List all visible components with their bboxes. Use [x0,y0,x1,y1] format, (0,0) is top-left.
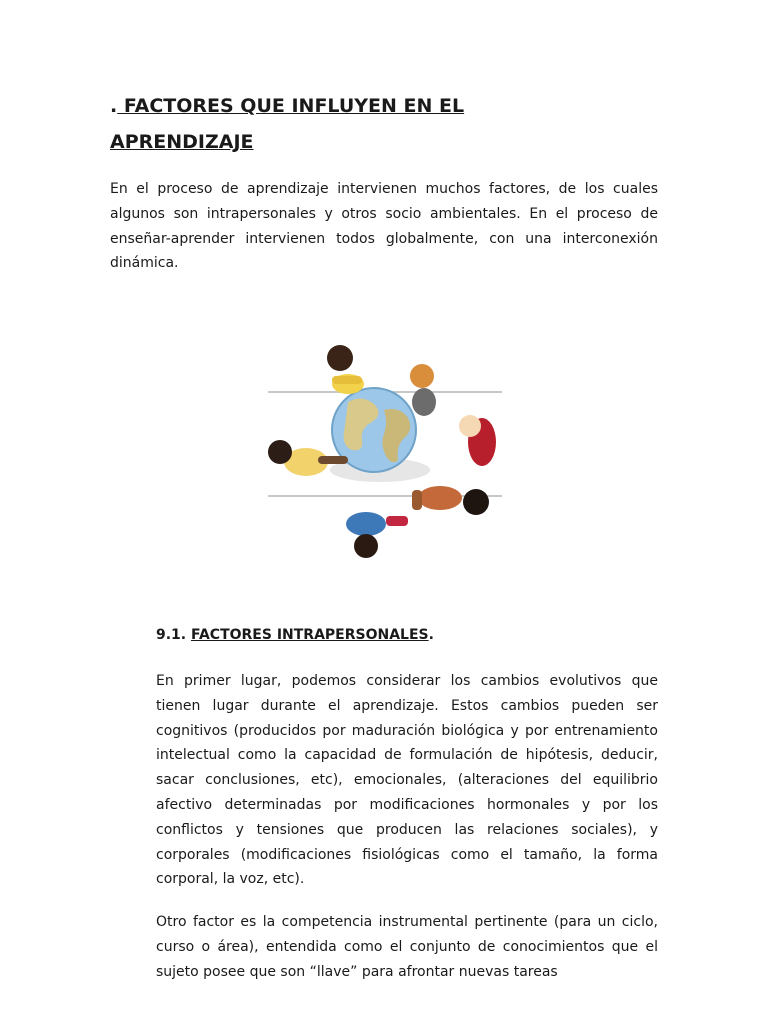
title-line-2: APRENDIZAJE [110,131,254,153]
title-line-1: FACTORES QUE INFLUYEN EN EL [117,95,465,117]
children-globe-svg [262,340,506,564]
title-dot: . [110,95,118,117]
body-paragraph: En primer lugar, podemos considerar los cambios evolutivos que tienen lugar durante el aprendizaje. Estos cambios pueden ser cognitivos (producidos por maduración biológica y por entrenamiento intelectual como la capacidad de formulación de hipótesis, deducir, sacar conclusiones, etc), emocionales, (alteraciones del equilibrio afectivo determinadas por modificaciones hormonales y por los conflictos y tensiones que producen las relaciones sociales), y corporales (modificaciones fisiológicas como el tamaño, la forma corporal, la voz, etc). [156,673,658,888]
body-paragraph: Otro factor es la competencia instrumental pertinente (para un ciclo, curso o área), entendida como el conjunto de conocimientos que el sujeto posee que son “llave” para afrontar nuevas tareas [156,914,658,980]
section-number: 9.1. [156,627,191,643]
section-heading [156,627,434,643]
page-title [110,88,550,160]
section-period: . [428,627,434,643]
intro-paragraph: En el proceso de aprendizaje intervienen muchos factores, de los cuales algunos son intrapersonales y otros socio ambientales. En el proceso de enseñar-aprender intervienen todos globalmente, con una interconexión dinámica. [110,181,658,272]
section-title: FACTORES INTRAPERSONALES [191,627,429,643]
children-around-globe-illustration [262,340,506,564]
